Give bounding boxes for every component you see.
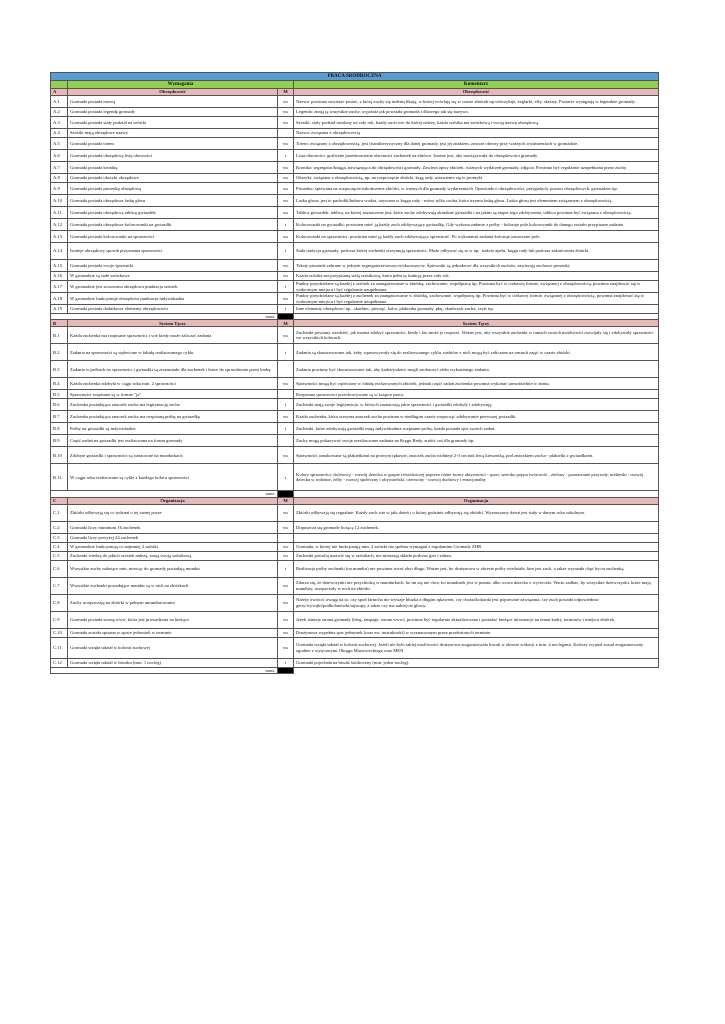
row-id: B.5 — [51, 390, 68, 399]
row-id: B.11 — [51, 464, 68, 491]
row-id: B.1 — [51, 327, 68, 344]
comment-cell — [294, 533, 659, 542]
table-row — [51, 293, 659, 305]
table-row — [51, 361, 659, 378]
requirement-cell: Gromada posiada dodatkowe elementy obrzędowości — [68, 305, 278, 314]
requirement-cell: Gromada posiada obrzędowe laskę głosu — [68, 195, 278, 207]
mark-cell: ws — [278, 637, 294, 658]
comment-cell: Realizacja próby zuchenki (na mundur) nie powinna trwać zbyt długo. Ważne jest, by drużynowa w okresie próby wiedziała, kim jest zuch, a także wyrażała chęć bycia zuchenką. — [294, 560, 659, 577]
section-comment-header: Organizacja — [294, 497, 659, 504]
summary-label: suma: — [51, 667, 278, 673]
table-row — [51, 411, 659, 423]
row-id: C.11 — [51, 637, 68, 658]
requirement-cell: Sprawności rozpisane są w formie "ja" — [68, 390, 278, 399]
requirement-cell: Istnieje obrzędowy sposób przyznania sprawności — [68, 243, 278, 260]
section-header-row — [51, 320, 659, 327]
mark-cell: ws — [278, 195, 294, 207]
mark-cell — [278, 533, 294, 542]
comment-cell: Gromada wzięła udział w kolonii zuchowej. Jeżeli nie było takiej możliwości drużynowa zorganizowała biwak w okresie wakacji z min. 4 noclegami. Krótszy wyjazd został zorganizowany zgodnie z wytycznymi Okręgu Mazowieckiego oraz MEN — [294, 637, 659, 658]
requirement-cell: Gromada posiada nazwę — [68, 96, 278, 108]
mark-cell — [278, 129, 294, 138]
mark-cell: ws — [278, 293, 294, 305]
comment-cell: Zuchy mogą pokazywać swoje zrealizowane zadania na Kręgu Rady, zrobić coś dla gromady itp. — [294, 435, 659, 447]
row-id: A.19 — [51, 305, 68, 314]
table-row — [51, 96, 659, 108]
mark-cell: ws — [278, 447, 294, 464]
section-header-row — [51, 497, 659, 504]
mark-cell: ws — [278, 542, 294, 551]
row-id: C.2 — [51, 521, 68, 533]
table-row — [51, 628, 659, 637]
comment-cell: Okrzyki: związane z obrzędowością, np. na rozpoczęcie zbiórki, krąg rady, ustawienie się w promyki. — [294, 174, 659, 183]
comment-cell: Każda zuchenka, która otrzyma znaczek zucha powinna w niedługim czasie rozpocząć zdobywanie pierwszej gwiazdki. — [294, 411, 659, 423]
mark-cell: ws — [278, 577, 294, 594]
requirement-cell: Gromada posiada legendę gromady — [68, 108, 278, 117]
row-id: B.3 — [51, 361, 68, 378]
section-m-header: M — [278, 89, 294, 96]
row-id: A.17 — [51, 281, 68, 293]
requirement-cell: Zuchy uczęszczają na zbiórki w pełnym umundurowaniu — [68, 594, 278, 611]
mark-cell: ws — [278, 272, 294, 281]
mark-cell: t — [278, 464, 294, 491]
comment-cell: Zuchenki potrafią ustawić się w szóstkach, nie mieszają składu podczas gier i zabaw. — [294, 551, 659, 560]
header-komentarz: Komentarz — [294, 81, 659, 89]
table-row — [51, 327, 659, 344]
comment-cell: Stała tradycja gromady, podczas której zuchenki otrzymują sprawności. Może odbywać się to w np.. trakcie apelu, kręgu rady lub podczas zakończenia zbiórki. — [294, 243, 659, 260]
comment-cell: Zbiórki odbywają się regualnie. Każdy zuch wie w jaki dzień i o której godzinie odbywają się zbiórki. Wyznaczony dzień jest stały w danym roku szkolnym. — [294, 504, 659, 521]
row-id: A.14 — [51, 243, 68, 260]
comment-cell: Inne elementy obrzędowe: np.. skarbiec, pieczęć, kolor, plakietka gromady, płaj, skarbczyk zucha, szyfr itp. — [294, 305, 659, 314]
page-title: PRACA ŚRÓDROCZNA — [51, 73, 659, 81]
summary-spacer — [294, 667, 659, 673]
table-row — [51, 281, 659, 293]
requirement-cell: Zadania w próbach na sprawności i gwiazdki są zrozumiałe dla zuchenek i łatwe do sprawdzenia przez kadrę — [68, 361, 278, 378]
comment-cell: Sprawności oznakowane są plakietkami na prawym rękawie, znaczek zucha widnieje 2-3 cm nad lewą kieszonką, pod znaczkiem zucha - plakietki z gwiazdkami. — [294, 447, 659, 464]
requirement-cell: Część zadań na gwiazdki jest realizowana na forum gromady — [68, 435, 278, 447]
requirement-cell: Gromada wzięła udział w kolonii zuchowej — [68, 637, 278, 658]
mark-cell: ws — [278, 96, 294, 108]
comment-cell: Jeżeli istnieje strona gromady (blog, fanpage, strona www), powinna być regularnie aktualizowana i posiadać bieżące informacje na temat kadry, terminów i miejsca zbiórek. — [294, 611, 659, 628]
mark-cell: ws — [278, 117, 294, 129]
table-row — [51, 435, 659, 447]
mark-cell: t — [278, 399, 294, 411]
row-id: B.6 — [51, 399, 68, 411]
comment-cell: Zdarza się, że dziewczynki nie przychodzą w mundurkach, bo im się nie chce, bo mundurek jest w praniu, albo wraca dziecko z wycieczki. Warto zadbać, by wszystkie dziewczynki, które mają mundury, uczęszczały w nich na zbiórki. — [294, 577, 659, 594]
mark-cell — [278, 390, 294, 399]
section-code: B — [51, 320, 68, 327]
comment-cell: Teksty piosenek zebrane w jednym segregatorze/zeszycie/skoroszycie. Śpiewniki są jednakowe dla wszystkich zuchów, zawierają zuchowe piosenki. — [294, 260, 659, 272]
mark-cell: ws — [278, 611, 294, 628]
requirement-cell: Gromada posiada obrzędową listę obecności — [68, 150, 278, 162]
table-row — [51, 150, 659, 162]
table-row — [51, 464, 659, 491]
section-code: A — [51, 89, 68, 96]
comment-cell: Legenda: znają ją wszystkie zuchy, wyjaśnia jak powstała gromada i dlaczego tak się nazywa. — [294, 108, 659, 117]
comment-cell: Szóstki: stały podział ustalony na cały rok, każdy zuch wie do której należy, każda szóstka ma szóstkową i swoją nazwę obrzędową. — [294, 117, 659, 129]
requirement-cell: W gromadzie funkcjonują co najmniej 2 szóstki — [68, 542, 278, 551]
header-wymagania: Wymagania — [68, 81, 294, 89]
table-row — [51, 521, 659, 533]
requirement-cell: Wszystkie zuchy należące min. miesiąc do gromady posiadają mundur — [68, 560, 278, 577]
row-id: A.13 — [51, 231, 68, 243]
mark-cell: t — [278, 150, 294, 162]
table-row — [51, 219, 659, 231]
section-name: Obrzędowość — [68, 89, 278, 96]
mark-cell: t — [278, 243, 294, 260]
row-id: C.7 — [51, 577, 68, 594]
row-id: A.18 — [51, 293, 68, 305]
row-id: A.16 — [51, 272, 68, 281]
mark-cell — [278, 435, 294, 447]
comment-cell: Każda szóstka ma przypisaną stałą szóstkową, która pełni tę funkcję przez cały rok. — [294, 272, 659, 281]
row-id: C.5 — [51, 551, 68, 560]
mark-cell: ws — [278, 594, 294, 611]
row-id: A.7 — [51, 162, 68, 174]
requirement-cell: Gromada posiada piosenkę obrzędową — [68, 183, 278, 195]
comment-cell: Gromada pojechała na biwak śródroczny (min. jeden nocleg). — [294, 658, 659, 667]
requirement-cell: W ciągu roku realizowane są cykle z każdego koloru sprawności — [68, 464, 278, 491]
mark-cell: t — [278, 219, 294, 231]
row-id: A.3 — [51, 117, 68, 129]
mark-cell: ws — [278, 108, 294, 117]
comment-cell: Totem: związany z obrzędowością, jest charakterystyczny dla danej gromady, jest jej znakiem, zawsze obecny przy ważnych wydarzeniach w gromadzie. — [294, 138, 659, 150]
requirement-cell: Gromada liczy minimum 16 zuchenek — [68, 521, 278, 533]
row-id: B.10 — [51, 447, 68, 464]
table-row — [51, 560, 659, 577]
row-id: A.5 — [51, 138, 68, 150]
comment-cell: Punkty przydzielane są każdej z szóstek za zaangażowanie w zbiórkę, zachowanie, współpracę itp. Powinna być w ciekawej formie, związanej z obrzędowością, powinna znajdować się w widocznym miejscu i być regularnie uzupełniana. — [294, 281, 659, 293]
spreadsheet — [50, 72, 658, 674]
table-row — [51, 423, 659, 435]
section-header-row — [51, 89, 659, 96]
mark-cell: ws — [278, 138, 294, 150]
mark-cell: t — [278, 344, 294, 361]
table-row — [51, 243, 659, 260]
table-row — [51, 611, 659, 628]
row-id: B.4 — [51, 378, 68, 390]
table-row — [51, 447, 659, 464]
table-row — [51, 551, 659, 560]
requirement-cell: Gromada posiada kronikę — [68, 162, 278, 174]
mark-cell: t — [278, 281, 294, 293]
requirement-cell: Gromada liczy powyżej 24 zuchenek — [68, 533, 278, 542]
mark-cell: ws — [278, 162, 294, 174]
requirements-table — [50, 72, 659, 674]
requirement-cell: Zuchenka posiadająca znaczek zucha ma legitymację zucha — [68, 399, 278, 411]
comment-cell: Tablica gwiazdek: tablica, na której zaznaczone jest, które zuchy zdobywają aktualnie gwiazdki i na jakim są etapie tego zdobywania, tablica powinna być związana z obrzędowością. — [294, 207, 659, 219]
row-id: A.9 — [51, 183, 68, 195]
mark-cell: ws — [278, 628, 294, 637]
mark-cell: t — [278, 658, 294, 667]
requirement-cell: Gromada posiada obrzędowe kolorowanki na gwiazdki — [68, 219, 278, 231]
mark-cell: ws — [278, 504, 294, 521]
requirement-cell: Zdobyte gwiazdki i sprawności są oznaczone na mundurkach — [68, 447, 278, 464]
row-id: B.7 — [51, 411, 68, 423]
row-id: B.2 — [51, 344, 68, 361]
row-id: C.4 — [51, 542, 68, 551]
table-row — [51, 399, 659, 411]
table-row — [51, 174, 659, 183]
mark-cell: ws — [278, 260, 294, 272]
row-id: A.8 — [51, 174, 68, 183]
comment-cell: Rozpisane sprawności przechowywane są w książce pracy. — [294, 390, 659, 399]
table-row — [51, 577, 659, 594]
header-blank — [51, 81, 68, 89]
mark-cell — [278, 361, 294, 378]
table-row — [51, 533, 659, 542]
requirement-cell: Gromada posiada kolorowanki na sprawności — [68, 231, 278, 243]
requirement-cell: W gromadzie są stałe szóstkowe — [68, 272, 278, 281]
comment-cell: Zuchenki powinny wiedzieć, jak można zdobyć sprawności, kiedy i kto może je rozpisać. Ważne jest, aby wszystkie zuchenki w ramach swoich możliwości rozwijały się i zdobywały sprawności we wszystkich kolorach. — [294, 327, 659, 344]
mark-cell: ws — [278, 551, 294, 560]
comment-cell: Nazwa: związana z obrzędowością — [294, 129, 659, 138]
comment-cell: Piosenka: śpiewana na rozpoczęcie/zakończenie zbiórki, w ważnych dla gromady wydarzeniach. Opowiada o obrzędowości, przygodach, postaci obrzędowych, gromadzie itp. — [294, 183, 659, 195]
section-name: System Tęczy — [68, 320, 278, 327]
table-row — [51, 504, 659, 521]
summary-label: suma: — [51, 491, 278, 497]
header-row — [51, 81, 659, 89]
comment-cell: Zuchenki, które zdobywają gwiazdki mają indywidualnie rozpisane próby, każda posiada spis swoich zadań. — [294, 423, 659, 435]
row-id: A.1 — [51, 96, 68, 108]
row-id: B.9 — [51, 435, 68, 447]
title-row — [51, 73, 659, 81]
mark-cell: ws — [278, 174, 294, 183]
mark-cell: ws — [278, 327, 294, 344]
table-row — [51, 272, 659, 281]
section-m-header: M — [278, 497, 294, 504]
comment-cell: Dopuszcza się gromade liczącą 12 zuchenek. — [294, 521, 659, 533]
requirement-cell: Zuchenka posiadająca znaczek zucha ma rozpisaną próbę na gwiazdkę — [68, 411, 278, 423]
summary-row — [51, 667, 659, 673]
table-row — [51, 390, 659, 399]
table-row — [51, 117, 659, 129]
table-row — [51, 138, 659, 150]
comment-cell: Punkty przydzielane są każdej z zuchenek za zaangażowanie w zbiórkę, zachowanie, współpracę itp. Powinna być w ciekawej formie, związanej z obrzędowością, powinna znajdować się w widocznym miejscu i być regularnie uzupełniana. — [294, 293, 659, 305]
comment-cell: Sprawności mogą być wplecione w fabułę realizowanych zbiórek, jednak część zadań zuchenka powinna wykonać samodzielnie w domu. — [294, 378, 659, 390]
mark-cell: ws — [278, 207, 294, 219]
summary-label: suma: — [51, 314, 278, 320]
row-id: C.6 — [51, 560, 68, 577]
section-comment-header: Obrzędowość — [294, 89, 659, 96]
row-id: A.11 — [51, 207, 68, 219]
row-id: C.9 — [51, 611, 68, 628]
comment-cell: Kolorowanki na sprawności: powinien mieć ją każdy zuch zdobywający sprawność. Po wykonaniu zadania koloruje oznaczone pole. — [294, 231, 659, 243]
comment-cell: Drużynowa wypełnia spis jednostek (oraz ew. instruktorki) w wyznaczonym przez przełożonych terminie. — [294, 628, 659, 637]
table-row — [51, 594, 659, 611]
comment-cell: Kolory sprawności: fioletowy - rozwój dziecka w grupie rówieśniczej poprzez różne formy aktywności - sport, szeroko pojęta twórczość , zielony - poznawanie przyrody, niebieski - rozwój dziecka w rodzinie, żółty - rozwój społeczny i obywatelski, czerwony - rozwój duchowy i emocjonalny — [294, 464, 659, 491]
table-row — [51, 207, 659, 219]
row-id: A.12 — [51, 219, 68, 231]
row-id: A.2 — [51, 108, 68, 117]
section-code: C — [51, 497, 68, 504]
requirement-cell: W gromadzie funkcjonuje obrzędowa punktacja indywidualna — [68, 293, 278, 305]
row-id: C.1 — [51, 504, 68, 521]
row-id: C.3 — [51, 533, 68, 542]
section-comment-header: System Tęczy — [294, 320, 659, 327]
requirement-cell: Gromada posiada totem — [68, 138, 278, 150]
section-name: Organizacja — [68, 497, 278, 504]
row-id: A.10 — [51, 195, 68, 207]
requirement-cell: Gromada posiada stały podział na szóstki — [68, 117, 278, 129]
requirement-cell: Gromada została spisana w spisie jednostek w terminie — [68, 628, 278, 637]
table-row — [51, 162, 659, 174]
comment-cell: Zadania są skonstruowane tak, żeby wpasowywały się do realizowanego cyklu, niektóre z nich mogą być zaliczane na ramach zajęć w czasie zbiórki. — [294, 344, 659, 361]
comment-cell: Laska głosu: jest to pachołik/buława wodza, używana w kręgu rady - mówi tylko osoba, która trzyma laskę głosu. Laska głosu jest elementem związanym z obrzędowością. — [294, 195, 659, 207]
mark-cell: ws — [278, 411, 294, 423]
requirement-cell: Szóstki mają obrzędowe nazwy — [68, 129, 278, 138]
table-row — [51, 183, 659, 195]
row-id: A.4 — [51, 129, 68, 138]
table-row — [51, 231, 659, 243]
section-m-header: M — [278, 320, 294, 327]
row-id: C.8 — [51, 594, 68, 611]
comment-cell: Kronika: segregator/księga, nawiązująca do obrzędowości gromady. Zawiera opisy zbiórek, ważnych wydarzeń gromady, zdjęcia. Powinna być regularnie uzupełniana przez zuchy. — [294, 162, 659, 174]
comment-cell: Zuchenki mają swoje legitymacje, w których zaznaczają jakie sprawności i gwiazdki zdobyły i zdobywają. — [294, 399, 659, 411]
row-id: A.15 — [51, 260, 68, 272]
table-row — [51, 378, 659, 390]
requirement-cell: Każda zuchenka zdobyła w ciągu roku min. 2 sprawności — [68, 378, 278, 390]
mark-cell: t — [278, 305, 294, 314]
mark-cell: ws — [278, 521, 294, 533]
requirement-cell: Zadania na sprawności są wplecione w fabułę realizowanego cyklu — [68, 344, 278, 361]
row-id: A.6 — [51, 150, 68, 162]
comment-cell: Należy zwrócić uwagę na to, czy spod fartucha nie wystaje bluzka z długim rękawem, czy chusta/kokarda jest poprawnie zawiązana, czy zuch posiada odpowiednio: getry/wywijki/podkolanówki/rajstopy, a także czy ma naktrycie głowy. — [294, 594, 659, 611]
requirement-cell: Próby na gwiazdki są indywidualne — [68, 423, 278, 435]
table-row — [51, 260, 659, 272]
summary-value — [278, 667, 294, 673]
mark-cell: ws — [278, 183, 294, 195]
requirement-cell: Zuchenki wiedzą do jakich szóstek należą, znają swoją szóstkową — [68, 551, 278, 560]
mark-cell: t — [278, 423, 294, 435]
table-row — [51, 108, 659, 117]
table-row — [51, 658, 659, 667]
table-row — [51, 305, 659, 314]
table-row — [51, 542, 659, 551]
requirement-cell: W gromadzie jest stosowana obrzędowa punktacja szóstek — [68, 281, 278, 293]
table-row — [51, 195, 659, 207]
requirement-cell: Gromada posiada swoje śpiewniki — [68, 260, 278, 272]
comment-cell: Gromada, w której nie funkcjonują min. 2 szóstki nie spełnia wymagań z regulaminu Gromady ZHR — [294, 542, 659, 551]
mark-cell: t — [278, 560, 294, 577]
requirement-cell: Każda zuchenka ma rozpisane sprawności i wie kiedy może zaliczać zadania — [68, 327, 278, 344]
requirement-cell: Zbiórki odbywają się co tydzień o tej samej porze — [68, 504, 278, 521]
row-id: B.8 — [51, 423, 68, 435]
requirement-cell: Gromada posiada stronę www, która jest prowadzona na bieżąco — [68, 611, 278, 628]
requirement-cell: Wszystkie zuchenki posiadające mundur są w nich na zbiórkach — [68, 577, 278, 594]
comment-cell: Zadania powinny być skonstruowane tak, aby kadra/rodzice mogli zaobaczyć efekt wykonanego zadania. — [294, 361, 659, 378]
comment-cell: Lista obecności: graficzne przedstawienie obecności zuchenek na zbiórce. Istotne jest, aby nawiązywała do obrzędowości gromady. — [294, 150, 659, 162]
table-row — [51, 637, 659, 658]
requirement-cell: Gromada posiada okrzyki obrzędowe — [68, 174, 278, 183]
table-row — [51, 344, 659, 361]
table-row — [51, 129, 659, 138]
comment-cell: Nazwa: powinna zawierać postać, z którą zuchy się indentyfikują, w której wcielają się w czasie zbiórek np.włóczykije, żeglarki, elfy, skrzaty. Postacie występują w legendzie gromady. — [294, 96, 659, 108]
requirement-cell: Gromada wzięła udział w biwaku (min. 1 nocleg) — [68, 658, 278, 667]
mark-cell: ws — [278, 231, 294, 243]
row-id: C.10 — [51, 628, 68, 637]
mark-cell: ws — [278, 378, 294, 390]
comment-cell: Kolorowanki na gwiazdki: powinien mieć ją każdy zuch zdobywający gwiazdkę. Gdy wykona zadanie z próby - koloruje pole kolorowanki do danego zostało przypisane zadanie. — [294, 219, 659, 231]
row-id: C.12 — [51, 658, 68, 667]
requirement-cell: Gromada posiada obrzędową tablicę gwiazdek — [68, 207, 278, 219]
